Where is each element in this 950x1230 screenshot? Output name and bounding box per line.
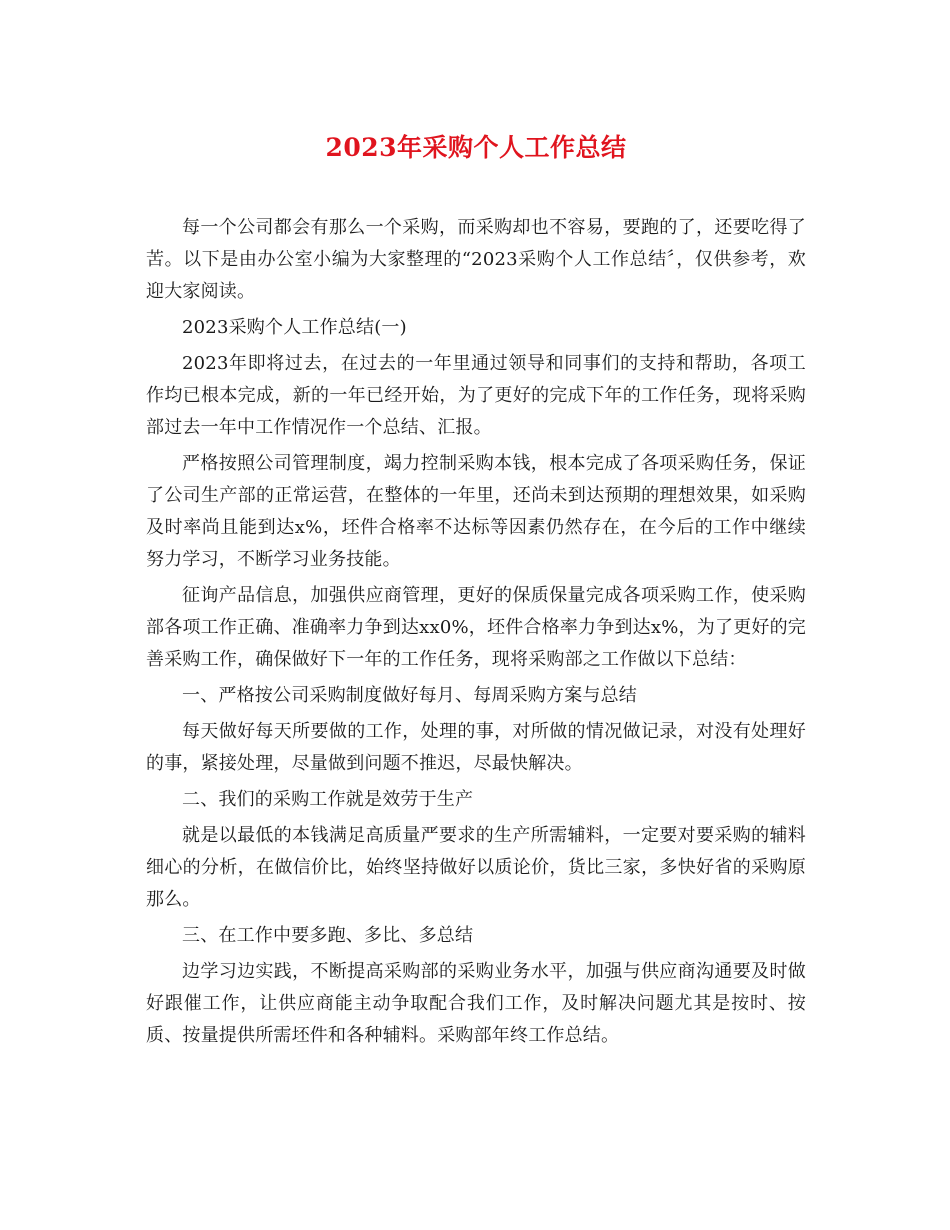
body-paragraph: 2023年即将过去，在过去的一年里通过领导和同事们的支持和帮助，各项工作均已根本完成，新的一年已经开始，为了更好的完成下年的工作任务，现将采购部过去一年中工作情况作一个总结、汇报。: [146, 353, 806, 438]
section-heading-1: 一、严格按公司采购制度做好每月、每周采购方案与总结: [182, 685, 637, 706]
body-paragraph: 边学习边实践，不断提高采购部的采购业务水平，加强与供应商沟通要及时做好跟催工作，让供应商能主动争取配合我们工作，及时解决问题尤其是按时、按质、按量提供所需坯件和各种辅料。采购部年终工作总结。: [146, 961, 806, 1046]
body-paragraph: 每天做好每天所要做的工作，处理的事，对所做的情况做记录，对没有处理好的事，紧接处理，尽量做到问题不推迟，尽最快解决。: [146, 721, 806, 774]
section-heading-part-one: 2023采购个人工作总结(一): [182, 317, 407, 338]
body-paragraph: 就是以最低的本钱满足高质量严要求的生产所需辅料，一定要对要采购的辅料细心的分析，在做信价比，始终坚持做好以质论价，货比三家，多快好省的采购原那么。: [146, 825, 806, 910]
body-paragraph: 征询产品信息，加强供应商管理，更好的保质保量完成各项采购工作，使采购部各项工作正确、准确率力争到达xx0%，坯件合格率力争到达x%，为了更好的完善采购工作，确保做好下一年的工作任务，现将采购部之工作做以下总结：: [146, 585, 806, 670]
document-page: [146, 128, 806, 1056]
section-heading-2: 二、我们的采购工作就是效劳于生产: [182, 789, 474, 810]
document-title: 2023年采购个人工作总结: [325, 133, 627, 162]
intro-paragraph: 每一个公司都会有那么一个采购，而采购却也不容易，要跑的了，还要吃得了苦。以下是由办公室小编为大家整理的“2023采购个人工作总结〞，仅供参考，欢迎大家阅读。: [146, 217, 806, 302]
body-paragraph: 严格按照公司管理制度，竭力控制采购本钱，根本完成了各项采购任务，保证了公司生产部的正常运营，在整体的一年里，还尚未到达预期的理想效果，如采购及时率尚且能到达x%，坯件合格率不达标等因素仍然存在，在今后的工作中继续努力学习，不断学习业务技能。: [146, 453, 806, 570]
section-heading-3: 三、在工作中要多跑、多比、多总结: [182, 925, 474, 946]
